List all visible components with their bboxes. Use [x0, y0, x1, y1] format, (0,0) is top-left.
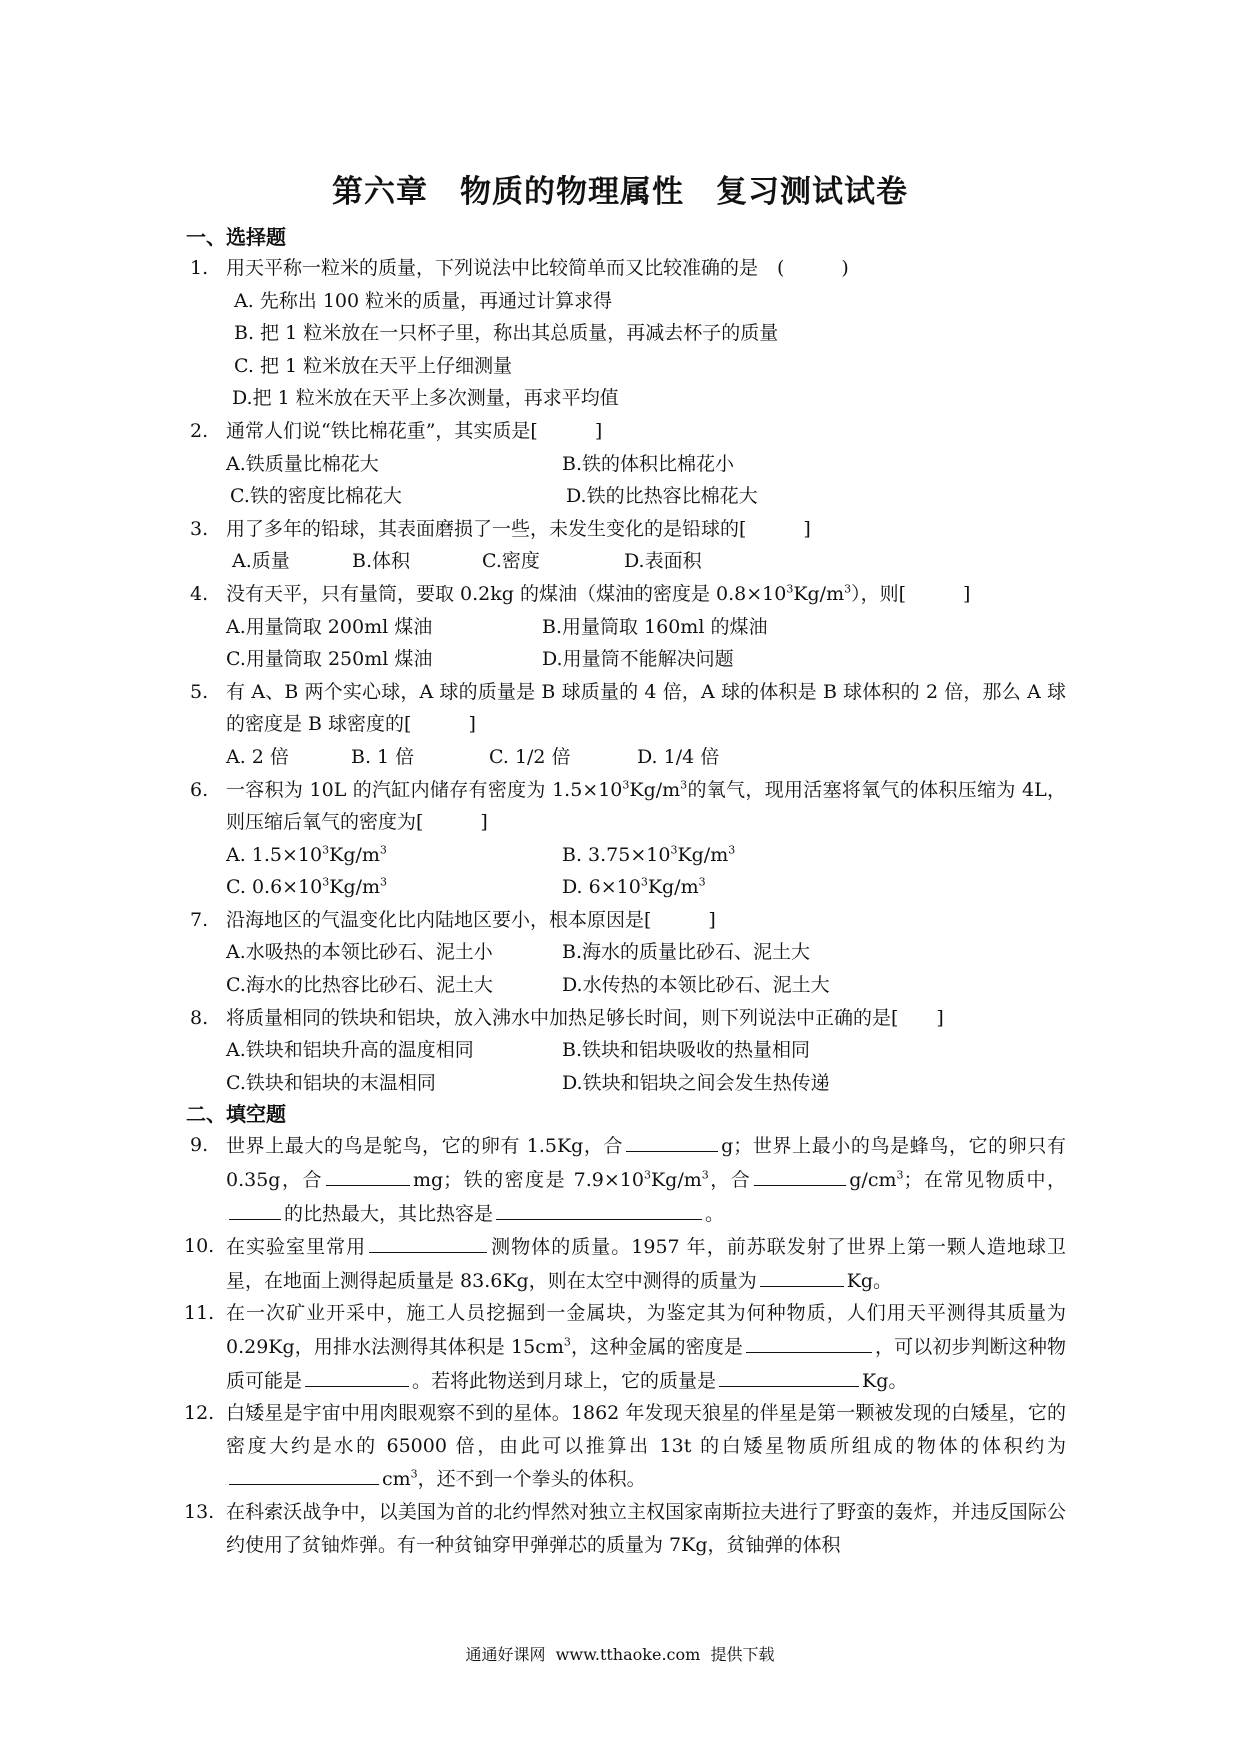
answer-blank — [229, 1197, 281, 1220]
option-b: B. 1 倍 — [351, 745, 415, 768]
page-footer: 通通好课网 www.tthaoke.com 提供下载 — [465, 1645, 775, 1664]
answer-blank — [369, 1230, 487, 1253]
question-number: 2. — [190, 419, 209, 442]
question-text: 用了多年的铅球，其表面磨损了一些，未发生变化的是铅球的[ ] — [226, 517, 811, 540]
question-text: 在实验室里常用 测物体的质量。1957 年，前苏联发射了世界上第一颗人造地球卫星，在地面上测得起质量是 83.6Kg，则在太空中测得的质量为 Kg。 — [226, 1230, 1066, 1297]
answer-blank — [719, 1364, 859, 1387]
section-heading-fill: 二、填空题 — [186, 1102, 286, 1127]
question-text: 白矮星是宇宙中用肉眼观察不到的星体。1862 年发现天狼星的伴星是第一颗被发现的白矮星，它的密度大约是水的 65000 倍，由此可以推算出 13t 的白矮星物质所组成的物体的体积约为$cm^3$，还不到一个拳头的体积。 — [226, 1402, 1066, 1491]
question-number: 8. — [190, 1006, 209, 1029]
option-b: B.铁的体积比棉花小 — [562, 452, 735, 475]
option-d: D.把 1 粒米放在天平上多次测量，再求平均值 — [232, 387, 619, 410]
question-number: 1. — [190, 257, 209, 279]
option-d: D.水传热的本领比砂石、泥土大 — [562, 974, 830, 997]
option-a: A.铁质量比棉花大 — [226, 452, 379, 475]
question-number: 12. — [184, 1402, 215, 1425]
option-c: C.密度 — [482, 550, 540, 573]
answer-blank — [754, 1163, 846, 1186]
question-text: 在一次矿业开采中，施工人员挖掘到一金属块，为鉴定其为何种物质，人们用天平测得其质量为 0.29Kg，用排水法测得其体积是 $15cm^3$，这种金属的密度是 ，可以初步判断这种物质可能是 。若将此物送到月球上，它的质量是 Kg。 — [226, 1302, 1066, 1392]
question-10 — [186, 1230, 1066, 1297]
question-number: 6. — [190, 778, 209, 801]
answer-blank — [746, 1330, 872, 1353]
option-c: C.用量筒取 250ml 煤油 — [226, 648, 433, 671]
question-13 — [186, 1496, 1066, 1561]
option-c: C.铁的密度比棉花大 — [230, 485, 402, 508]
option-b: B.体积 — [352, 550, 411, 573]
question-text: 一容积为 10L 的汽缸内储存有密度为 $1.5\times 10^3Kg/m^3$的氧气，现用活塞将氧气的体积压缩为 4L，则压缩后氧气的密度为[ ] — [226, 778, 1066, 834]
option-a: A.质量 — [232, 550, 290, 573]
option-c: C.铁块和铝块的末温相同 — [226, 1071, 436, 1094]
option-d: D.表面积 — [624, 550, 702, 573]
option-d: D. 1/4 倍 — [637, 745, 720, 768]
option-a: A.铁块和铝块升高的温度相同 — [226, 1039, 474, 1062]
answer-blank — [760, 1264, 844, 1287]
answer-blank — [626, 1129, 718, 1152]
question-number: 3. — [190, 517, 209, 540]
question-9 — [186, 1129, 1066, 1230]
question-7 — [186, 904, 1066, 1002]
option-b: B.用量筒取 160ml 的煤油 — [542, 615, 768, 638]
answer-blank — [305, 1364, 409, 1387]
option-d: D. $6\times 10^3Kg/m^3$ — [562, 875, 706, 899]
question-4 — [186, 578, 1066, 676]
question-text: 将质量相同的铁块和铝块，放入沸水中加热足够长时间，则下列说法中正确的是[ ] — [226, 1006, 944, 1029]
question-text: 世界上最大的鸟是鸵鸟，它的卵有 1.5Kg，合 g；世界上最小的鸟是蜂鸟，它的卵只有 0.35g，合 mg；铁的密度是 $7.9\times 10^3Kg/m^3$，合 $g/cm^3$；在常见物质中，的比热最大，其比热容是 。 — [226, 1129, 1066, 1230]
question-text: 通常人们说“铁比棉花重”，其实质是[ ] — [226, 419, 603, 442]
option-c: C. 1/2 倍 — [489, 745, 571, 768]
question-text: 在科索沃战争中，以美国为首的北约悍然对独立主权国家南斯拉夫进行了野蛮的轰炸，并违反国际公约使用了贫铀炸弹。有一种贫铀穿甲弹弹芯的质量为 7Kg，贫铀弹的体积 — [226, 1500, 1066, 1556]
option-a: A.用量筒取 200ml 煤油 — [226, 615, 433, 638]
option-c: C.海水的比热容比砂石、泥土大 — [226, 974, 493, 997]
option-b: B. 把 1 粒米放在一只杯子里，称出其总质量，再减去杯子的质量 — [234, 322, 779, 345]
question-3 — [186, 513, 1066, 578]
option-b: B.铁块和铝块吸收的热量相同 — [562, 1039, 811, 1062]
option-c: C. 把 1 粒米放在天平上仔细测量 — [234, 354, 513, 377]
question-6 — [186, 774, 1066, 904]
question-12 — [186, 1397, 1066, 1496]
option-a: A. 2 倍 — [226, 745, 289, 768]
exam-content — [186, 222, 1066, 1561]
answer-blank — [229, 1462, 379, 1485]
question-number: 7. — [190, 908, 209, 931]
question-text: 用天平称一粒米的质量，下列说法中比较简单而又比较准确的是 ( ) — [226, 257, 849, 279]
question-11 — [186, 1297, 1066, 1397]
option-d: D.铁块和铝块之间会发生热传递 — [562, 1071, 830, 1094]
option-a: A. 先称出 100 粒米的质量，再通过计算求得 — [234, 289, 613, 312]
option-b: B.海水的质量比砂石、泥土大 — [562, 941, 811, 964]
option-a: A. $1.5\times 10^3Kg/m^3$ — [226, 843, 387, 866]
question-number: 4. — [190, 582, 209, 605]
page-title: 第六章 物质的物理属性 复习测试试卷 — [332, 174, 908, 210]
question-number: 13. — [184, 1500, 215, 1523]
question-text: 沿海地区的气温变化比内陆地区要小，根本原因是[ ] — [226, 908, 716, 931]
question-text: 有 A、B 两个实心球，A 球的质量是 B 球质量的 4 倍，A 球的体积是 B 球体积的 2 倍，那么 A 球的密度是 B 球密度的[ ] — [226, 680, 1066, 736]
question-1 — [186, 252, 1066, 415]
answer-blank — [496, 1197, 702, 1220]
option-d: D.用量筒不能解决问题 — [542, 648, 734, 671]
option-b: B. $3.75\times 10^3Kg/m^3$ — [562, 843, 736, 866]
answer-blank — [326, 1163, 410, 1186]
question-text: 没有天平，只有量筒，要取 0.2kg 的煤油（煤油的密度是 $0.8\times 10^3Kg/m^3$），则[ ] — [226, 582, 971, 605]
option-a: A.水吸热的本领比砂石、泥土小 — [226, 941, 493, 964]
option-d: D.铁的比热容比棉花大 — [566, 485, 758, 508]
question-number: 5. — [190, 680, 209, 703]
question-2 — [186, 415, 1066, 513]
question-number: 9. — [190, 1134, 209, 1157]
question-number: 10. — [184, 1235, 215, 1258]
option-c: C. $0.6\times 10^3Kg/m^3$ — [226, 875, 388, 899]
question-5 — [186, 676, 1066, 774]
section-heading-choice: 一、选择题 — [186, 225, 286, 249]
question-number: 11. — [184, 1302, 215, 1325]
question-8 — [186, 1002, 1066, 1100]
